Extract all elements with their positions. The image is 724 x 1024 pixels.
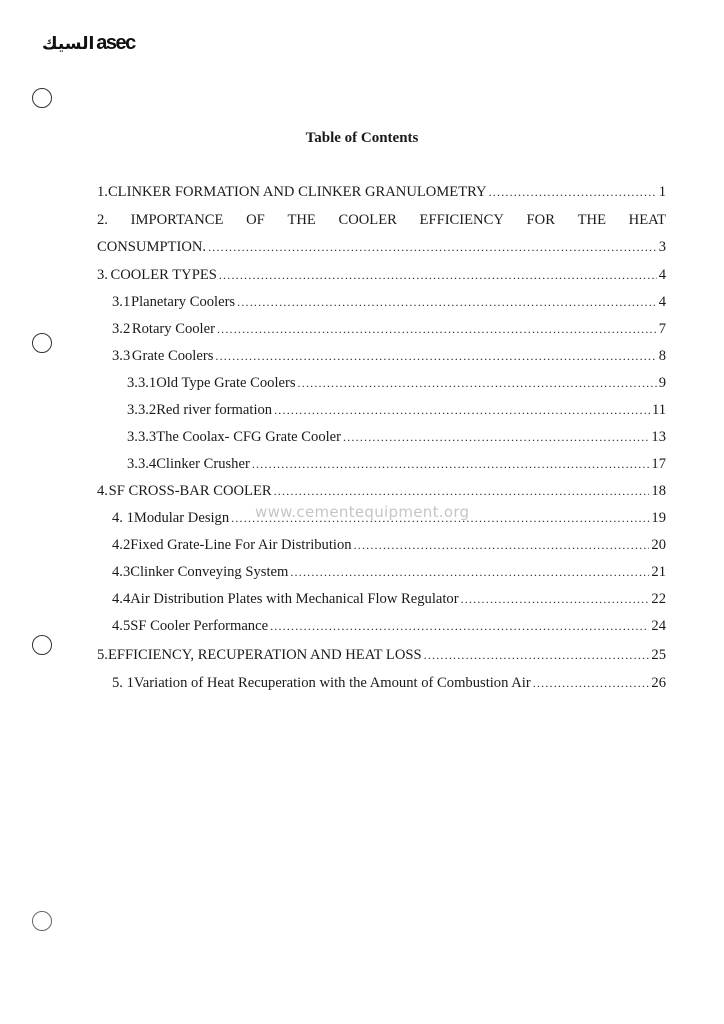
toc-entry xyxy=(112,673,666,693)
punch-hole xyxy=(32,911,52,931)
toc-page-number: 4 xyxy=(658,294,666,310)
toc-label: SF CROSS-BAR COOLER xyxy=(108,483,272,499)
toc-number: 4.4 xyxy=(112,591,131,607)
toc-page-number: 25 xyxy=(651,647,666,663)
toc-page-number: 9 xyxy=(658,375,666,391)
toc-leader-dots xyxy=(252,454,650,474)
toc-entry xyxy=(112,616,666,636)
toc-entry xyxy=(112,562,666,582)
toc-number: 2. xyxy=(97,212,108,228)
toc-label: COOLER TYPES xyxy=(110,267,217,283)
toc-number: 3.2 xyxy=(112,321,131,337)
toc-label: Grate Coolers xyxy=(131,348,214,364)
toc-number: 3.3.3 xyxy=(127,429,157,445)
toc-label: Fixed Grate-Line For Air Distribution xyxy=(130,537,352,553)
toc-page-number: 11 xyxy=(651,402,666,418)
toc-number: 4. xyxy=(97,483,108,499)
toc-leader-dots xyxy=(237,292,657,312)
toc-entry xyxy=(112,346,666,366)
toc-number: 3.3 xyxy=(112,348,131,364)
toc-label: Rotary Cooler xyxy=(131,321,215,337)
toc-label: CONSUMPTION. xyxy=(97,239,207,255)
toc-entry xyxy=(97,265,666,285)
toc-entry xyxy=(112,292,666,312)
toc-word: FOR xyxy=(526,212,555,228)
toc-number: 4.2 xyxy=(112,537,131,553)
toc-entry xyxy=(112,535,666,555)
toc-number: 4.5 xyxy=(112,618,131,634)
toc-label: Variation of Heat Recuperation with the Amount of Combustion Air xyxy=(133,675,531,691)
toc-leader-dots xyxy=(270,616,649,636)
watermark: www.cementequipment.org xyxy=(255,503,470,521)
toc-entry-justified-line xyxy=(97,210,666,230)
toc-entry xyxy=(97,645,666,665)
toc-leader-dots xyxy=(343,427,649,447)
toc-label: Planetary Coolers xyxy=(130,294,236,310)
toc-page-number: 3 xyxy=(658,239,666,255)
toc-page-number: 21 xyxy=(651,564,666,580)
punch-hole xyxy=(32,635,52,655)
toc-number: 5. xyxy=(97,647,108,663)
toc-page-number: 18 xyxy=(651,483,666,499)
toc-leader-dots xyxy=(219,265,657,285)
toc-page-number: 26 xyxy=(651,675,666,691)
toc-number: 3.3.4 xyxy=(127,456,157,472)
toc-word: COOLER xyxy=(338,212,397,228)
toc-leader-dots xyxy=(208,237,657,257)
toc-word: THE xyxy=(287,212,316,228)
punch-hole xyxy=(32,88,52,108)
toc-entry-continuation xyxy=(97,237,666,257)
toc-label: EFFICIENCY, RECUPERATION AND HEAT LOSS xyxy=(107,647,422,663)
toc-page-number: 8 xyxy=(658,348,666,364)
toc-entry xyxy=(112,589,666,609)
toc-number: 3.3.2 xyxy=(127,402,157,418)
toc-number: 4. 1 xyxy=(112,510,134,526)
toc-label: Clinker Crusher xyxy=(156,456,250,472)
toc-number: 1. xyxy=(97,184,108,200)
toc-entry xyxy=(127,400,666,420)
toc-word: HEAT xyxy=(628,212,666,228)
toc-label: SF Cooler Performance xyxy=(130,618,269,634)
toc-number: 3.1 xyxy=(112,294,131,310)
toc-leader-dots xyxy=(533,673,650,693)
toc-page-number: 17 xyxy=(651,456,666,472)
toc-page-number: 4 xyxy=(658,267,666,283)
toc-entry xyxy=(127,373,666,393)
toc-leader-dots xyxy=(354,535,650,555)
toc-page-number: 20 xyxy=(651,537,666,553)
toc-page-number: 19 xyxy=(651,510,666,526)
toc-word: EFFICIENCY xyxy=(419,212,504,228)
toc-entry xyxy=(97,182,666,202)
toc-number: 3. xyxy=(97,267,108,283)
toc-label: Old Type Grate Coolers xyxy=(156,375,296,391)
toc-label: Air Distribution Plates with Mechanical Flow Regulator xyxy=(130,591,459,607)
toc-label: Modular Design xyxy=(133,510,230,526)
toc-page-number: 7 xyxy=(658,321,666,337)
toc-leader-dots xyxy=(217,319,657,339)
punch-hole xyxy=(32,333,52,353)
toc-leader-dots xyxy=(290,562,649,582)
toc-entry xyxy=(127,427,666,447)
toc-entry xyxy=(112,319,666,339)
toc-number: 5. 1 xyxy=(112,675,134,691)
toc-entry xyxy=(127,454,666,474)
page-title: Table of Contents xyxy=(305,130,419,146)
toc-page-number: 13 xyxy=(651,429,666,445)
toc-label: The Coolax- CFG Grate Cooler xyxy=(156,429,342,445)
toc-leader-dots xyxy=(424,645,650,665)
toc-leader-dots xyxy=(215,346,656,366)
toc-label: Clinker Conveying System xyxy=(130,564,289,580)
toc-label: Red river formation xyxy=(156,402,273,418)
toc-leader-dots xyxy=(298,373,657,393)
toc-page-number: 1 xyxy=(658,184,666,200)
toc-leader-dots xyxy=(461,589,650,609)
toc-word: THE xyxy=(577,212,606,228)
toc-number: 3.3.1 xyxy=(127,375,157,391)
toc-number: 4.3 xyxy=(112,564,131,580)
toc-page-number: 22 xyxy=(651,591,666,607)
toc-word: OF xyxy=(246,212,265,228)
logo-arabic-text: السيك xyxy=(42,34,95,54)
toc-page-number: 24 xyxy=(651,618,666,634)
toc-entry xyxy=(97,481,666,501)
toc-leader-dots xyxy=(489,182,657,202)
company-logo xyxy=(42,34,135,52)
toc-label: CLINKER FORMATION AND CLINKER GRANULOMETRY xyxy=(107,184,487,200)
toc-leader-dots xyxy=(274,400,650,420)
toc-word: IMPORTANCE xyxy=(130,212,224,228)
logo-latin-text: asec xyxy=(96,32,135,54)
toc-leader-dots xyxy=(274,481,650,501)
